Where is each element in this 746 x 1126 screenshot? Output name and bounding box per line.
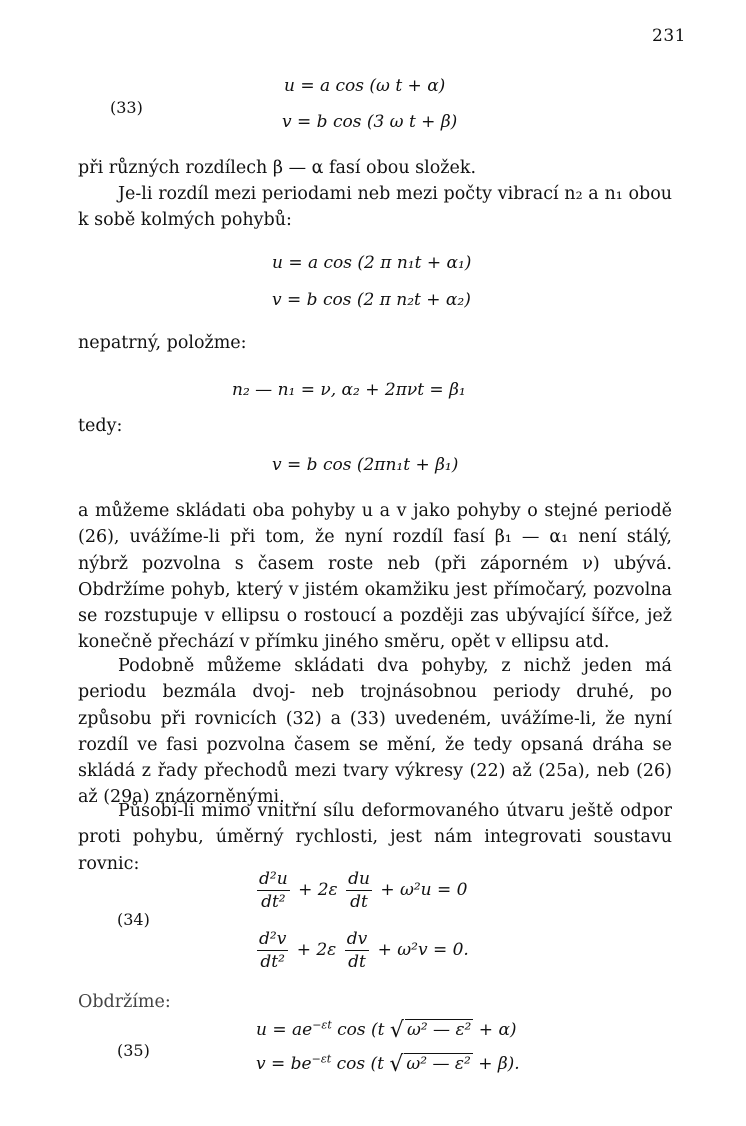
equation-v-line: v = b cos (2 π n₂t + α₂) bbox=[272, 290, 471, 310]
paragraph-1: při různých rozdílech β — α fasí obou složek. bbox=[78, 158, 477, 178]
equation-substitution: n₂ — n₁ = ν, α₂ + 2πνt = β₁ bbox=[232, 380, 466, 400]
page-number: 231 bbox=[652, 26, 686, 46]
equation-u-line: u = a cos (2 π n₁t + α₁) bbox=[272, 253, 472, 273]
equation-33-line-2: v = b cos (3 ω t + β) bbox=[282, 112, 458, 132]
equation-v-result: v = b cos (2πn₁t + β₁) bbox=[272, 455, 459, 475]
paragraph-4: Podobně můžeme skládati dva pohyby, z nichž jeden má periodu bezmála dvoj- neb trojnásobnou periody druhé, po způsobu při rovnicích (32) a (33) uvedeném, uvážíme-li, že nyní rozdíl ve fasi pozvolna časem se mění, že tedy opsaná dráha se skládá z řady přechodů mezi tvary výkresy (22) až (25a), neb (26) až (29a) znázorněnými. bbox=[78, 656, 672, 808]
equation-34-line-1: $\frac{\text{d²u}}{\text{dt²}}$ + 2ε $\frac{du}{dt}$ + ω²u = 0 bbox=[259, 869, 468, 912]
fraction-d2u-dt2: $\frac{\text{d²u}}{\text{dt²}}$ bbox=[259, 869, 288, 912]
paragraph-2: Je-li rozdíl mezi periodami neb mezi počty vibrací n₂ a n₁ obou k sobě kolmých pohybů: bbox=[78, 184, 672, 231]
fraction-dv-dt: $\frac{dv}{dt}$ bbox=[346, 929, 368, 972]
paragraph-3: a můžeme skládati oba pohyby u a v jako pohyby o stejné periodě (26), uvážíme-li při tom, že nyní rozdíl fasí β₁ — α₁ není stálý, nýbrž pozvolna s časem roste neb (při záporném ν) ubývá. Obdržíme pohyb, který v jistém okamžiku jest přímočarý, pozvolna se rozstupuje v ellipsu o rostoucí a později zas ubývající šířce, jež konečně přechází v přímku jiného směru, opět v ellipsu atd. bbox=[78, 501, 672, 653]
equation-number-35: (35) bbox=[117, 1041, 150, 1060]
fraction-d2v-dt2: $\frac{\text{d²v}}{\text{dt²}}$ bbox=[259, 929, 287, 972]
equation-number-34: (34) bbox=[117, 910, 150, 929]
paragraph-5: Působí-li mimo vnitřní sílu deformovaného útvaru ještě odpor proti pohybu, úměrný rychlosti, jest nám integrovati soustavu rovnic: bbox=[78, 801, 672, 874]
equation-35-line-1: $u = ae^{-\varepsilon t}$ cos (t √ ω² — ε² + α) bbox=[256, 1018, 517, 1043]
equation-34-line-2: $\frac{\text{d²v}}{\text{dt²}}$ + 2ε $\frac{dv}{dt}$ + ω²v = 0. bbox=[259, 929, 469, 972]
label-tedy: tedy: bbox=[78, 416, 123, 436]
label-obdrzime: Obdržíme: bbox=[78, 992, 171, 1012]
equation-33-line-1: u = a cos (ω t + α) bbox=[284, 76, 446, 96]
equation-number-33: (33) bbox=[110, 98, 143, 117]
label-neparny: nepatrný, položme: bbox=[78, 333, 247, 353]
fraction-du-dt: $\frac{du}{dt}$ bbox=[348, 869, 370, 912]
equation-35-line-2: $v = be^{-\varepsilon t}$ cos (t √ ω² — ε² + β). bbox=[256, 1052, 520, 1077]
